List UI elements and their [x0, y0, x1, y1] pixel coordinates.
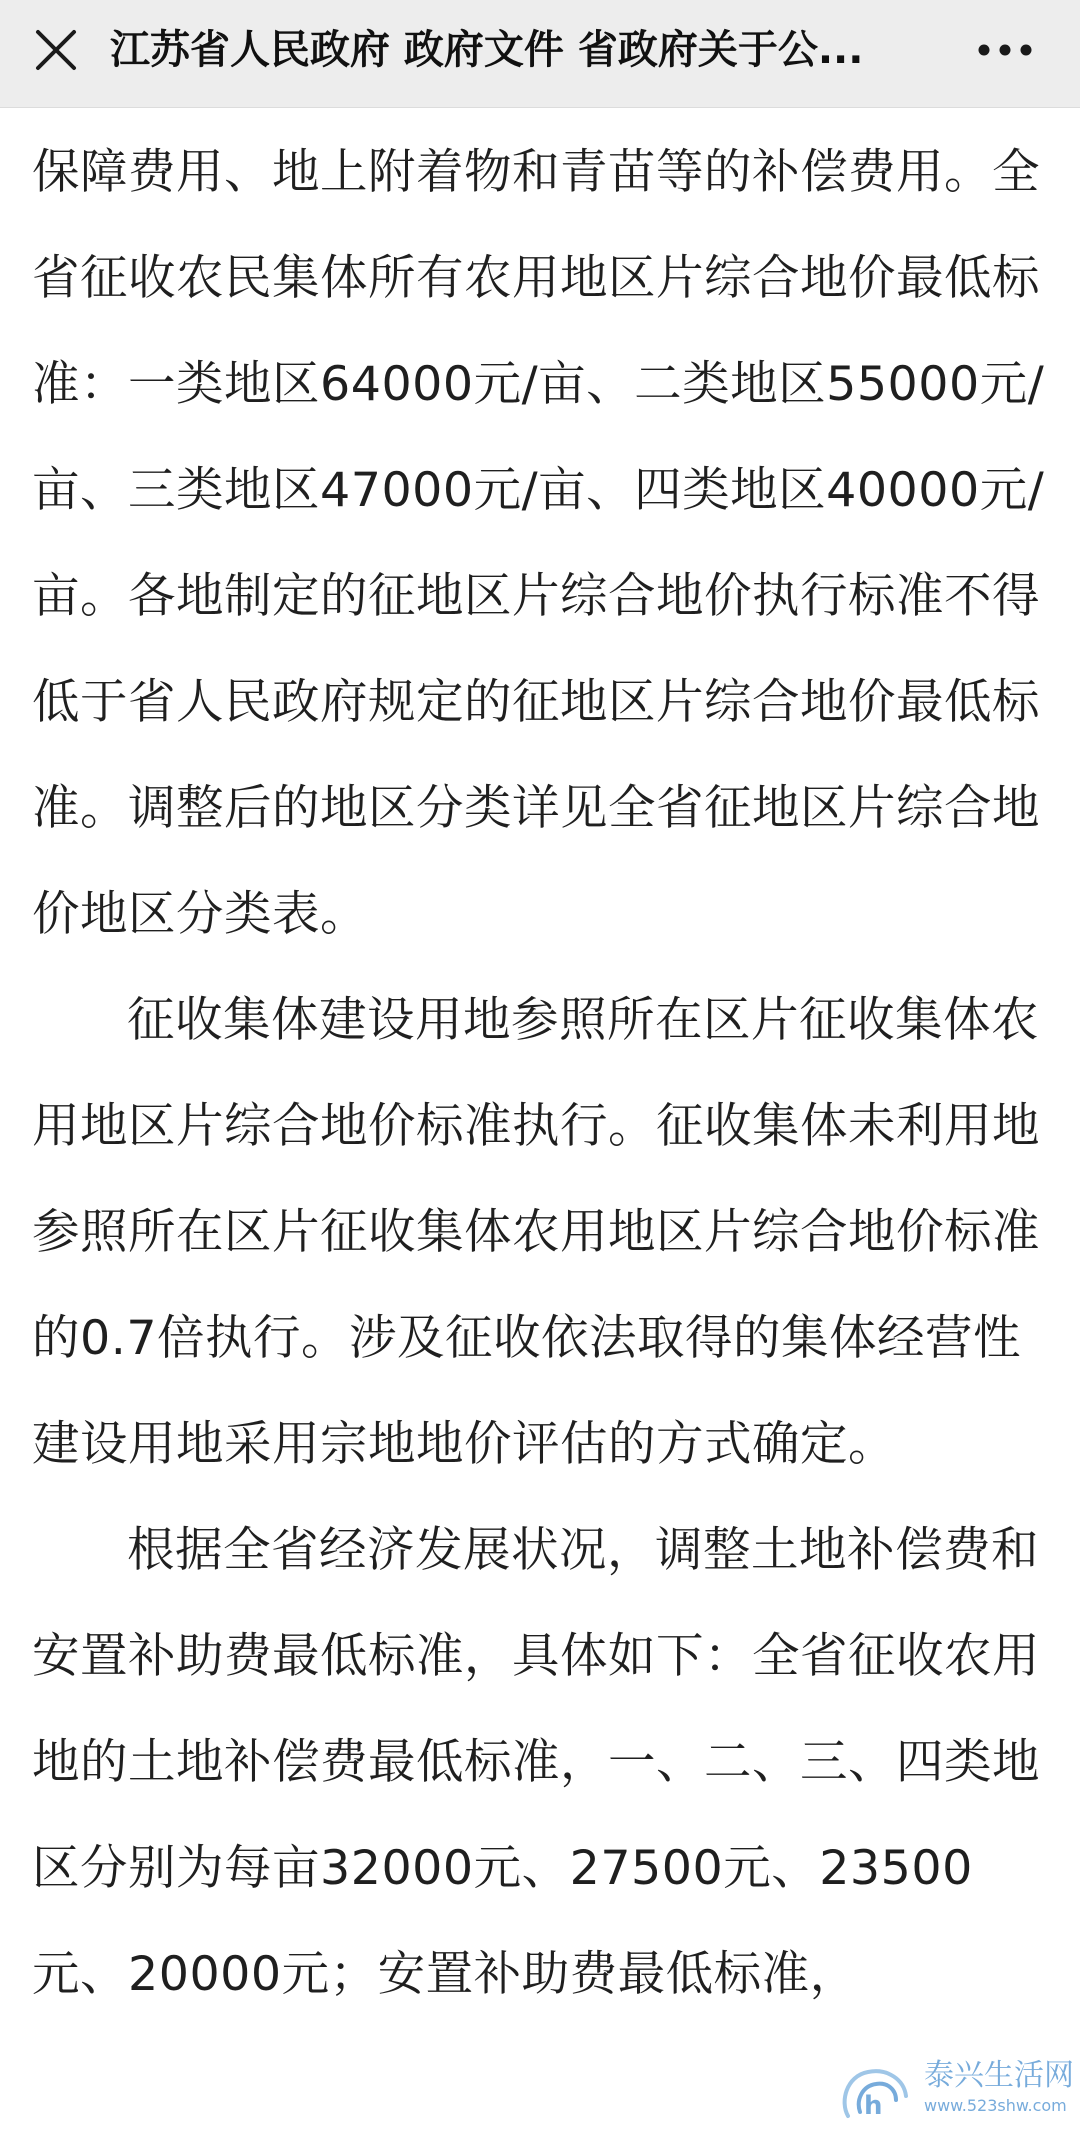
more-options-button[interactable] [970, 22, 1040, 78]
watermark-site-name: 泰兴生活网 [924, 2058, 1074, 2093]
article-paragraph: 保障费用、地上附着物和青苗等的补偿费用。全省征收农民集体所有农用地区片综合地价最低标准：一类地区64000元/亩、二类地区55000元/亩、三类地区47000元/亩、四类地区40000元/亩。各地制定的征地区片综合地价执行标准不得低于省人民政府规定的征地区片综合地价最低标准。调整后的地区分类详见全省征地区片综合地价地区分类表。 [32, 145, 1045, 942]
article-paragraph: 根据全省经济发展状况，调整土地补偿费和安置补助费最低标准，具体如下：全省征收农用地的土地补偿费最低标准，一、二、三、四类地区分别为每亩32000元、27500元、23500元、20000元；安置补助费最低标准， [32, 1523, 1040, 2002]
close-icon [28, 22, 84, 78]
page-title: 江苏省人民政府 政府文件 省政府关于公... [110, 27, 864, 73]
svg-text:h: h [864, 2091, 883, 2121]
watermark-logo-icon [838, 2062, 914, 2126]
close-button[interactable] [28, 22, 84, 78]
article-paragraph: 征收集体建设用地参照所在区片征收集体农用地区片综合地价标准执行。征收集体未利用地参照所在区片征收集体农用地区片综合地价标准的0.7倍执行。涉及征收依法取得的集体经营性建设用地采用宗地地价评估的方式确定。 [32, 993, 1040, 1472]
site-watermark [838, 2052, 1074, 2136]
top-navigation-bar [0, 0, 1080, 108]
more-dots-icon [970, 22, 1040, 78]
article-body [32, 120, 1052, 2028]
watermark-site-url: www.523shw.com [924, 2096, 1067, 2115]
